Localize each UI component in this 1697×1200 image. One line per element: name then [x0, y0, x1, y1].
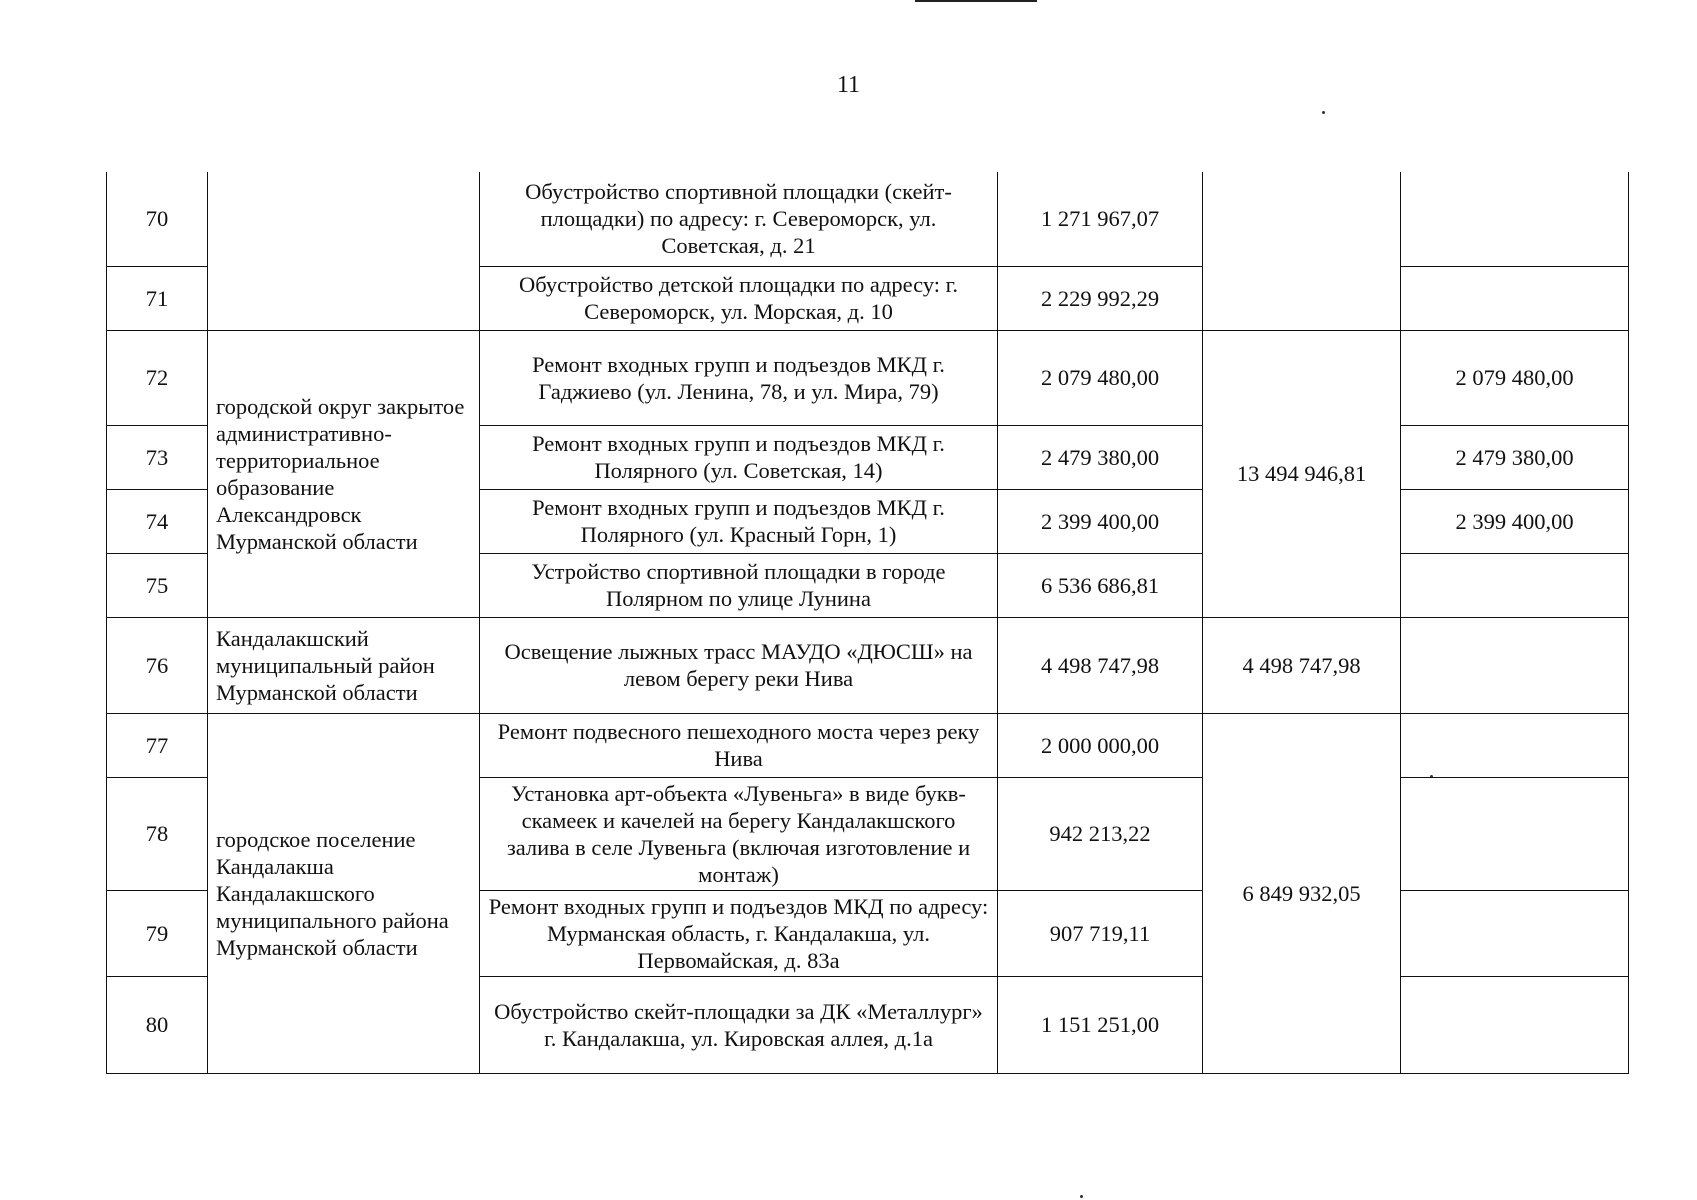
row-number: 72 — [107, 330, 208, 425]
municipality-total: 6 849 932,05 — [1203, 713, 1401, 1073]
extra-amount — [1401, 553, 1629, 617]
municipality-cell: городское поселение Кандалакша Кандалакшского муниципального района Мурманской области — [208, 713, 480, 1073]
scan-speck — [1080, 1195, 1083, 1198]
table-row — [107, 330, 1629, 425]
project-description: Установка арт-объекта «Лувеньга» в виде букв-скамеек и качелей на берегу Кандалакшского залива в селе Лувеньга (включая изготовление и монтаж) — [480, 777, 998, 890]
project-description: Обустройство спортивной площадки (скейт-площадки) по адресу: г. Североморск, ул. Советская, д. 21 — [480, 172, 998, 266]
project-description: Устройство спортивной площадки в городе Полярном по улице Лунина — [480, 553, 998, 617]
extra-amount — [1401, 976, 1629, 1073]
municipality-cell: Кандалакшский муниципальный район Мурманской области — [208, 617, 480, 713]
project-amount: 2 399 400,00 — [998, 489, 1203, 553]
extra-amount: 2 079 480,00 — [1401, 330, 1629, 425]
project-amount: 2 479 380,00 — [998, 425, 1203, 489]
municipality-total: 4 498 747,98 — [1203, 617, 1401, 713]
table-row — [107, 172, 1629, 266]
project-amount: 1 271 967,07 — [998, 172, 1203, 266]
extra-amount — [1401, 266, 1629, 330]
project-amount: 2 229 992,29 — [998, 266, 1203, 330]
row-number: 76 — [107, 617, 208, 713]
row-number: 79 — [107, 890, 208, 976]
project-amount: 2 079 480,00 — [998, 330, 1203, 425]
municipality-cell — [208, 172, 480, 330]
project-description: Ремонт подвесного пешеходного моста через реку Нива — [480, 713, 998, 777]
row-number: 80 — [107, 976, 208, 1073]
project-description: Ремонт входных групп и подъездов МКД г. Гаджиево (ул. Ленина, 78, и ул. Мира, 79) — [480, 330, 998, 425]
row-number: 77 — [107, 713, 208, 777]
municipality-total: 13 494 946,81 — [1203, 330, 1401, 617]
project-amount: 1 151 251,00 — [998, 976, 1203, 1073]
project-amount: 942 213,22 — [998, 777, 1203, 890]
project-amount: 907 719,11 — [998, 890, 1203, 976]
row-number: 73 — [107, 425, 208, 489]
page-number: 11 — [836, 72, 861, 98]
scan-speck — [1322, 111, 1325, 114]
project-description: Освещение лыжных трасс МАУДО «ДЮСШ» на левом берегу реки Нива — [480, 617, 998, 713]
row-number: 71 — [107, 266, 208, 330]
row-number: 75 — [107, 553, 208, 617]
municipality-total — [1203, 172, 1401, 330]
project-description: Обустройство детской площадки по адресу: г. Североморск, ул. Морская, д. 10 — [480, 266, 998, 330]
row-number: 78 — [107, 777, 208, 890]
project-description: Обустройство скейт-площадки за ДК «Металлург» г. Кандалакша, ул. Кировская аллея, д.1а — [480, 976, 998, 1073]
project-description: Ремонт входных групп и подъездов МКД г. Полярного (ул. Красный Горн, 1) — [480, 489, 998, 553]
extra-amount — [1401, 172, 1629, 266]
top-edge-mark — [915, 0, 1037, 2]
extra-amount — [1401, 617, 1629, 713]
extra-amount: 2 479 380,00 — [1401, 425, 1629, 489]
extra-amount — [1401, 713, 1629, 777]
table-row — [107, 617, 1629, 713]
extra-amount — [1401, 890, 1629, 976]
extra-amount — [1401, 777, 1629, 890]
project-description: Ремонт входных групп и подъездов МКД по адресу: Мурманская область, г. Кандалакша, ул. Первомайская, д. 83а — [480, 890, 998, 976]
extra-amount: 2 399 400,00 — [1401, 489, 1629, 553]
table-row — [107, 713, 1629, 777]
row-number: 70 — [107, 172, 208, 266]
row-number: 74 — [107, 489, 208, 553]
project-amount: 6 536 686,81 — [998, 553, 1203, 617]
project-amount: 2 000 000,00 — [998, 713, 1203, 777]
project-amount: 4 498 747,98 — [998, 617, 1203, 713]
projects-table — [106, 172, 1629, 1074]
project-description: Ремонт входных групп и подъездов МКД г. Полярного (ул. Советская, 14) — [480, 425, 998, 489]
municipality-cell: городской округ закрытое административно-территориальное образование Александровск Мурманской области — [208, 330, 480, 617]
